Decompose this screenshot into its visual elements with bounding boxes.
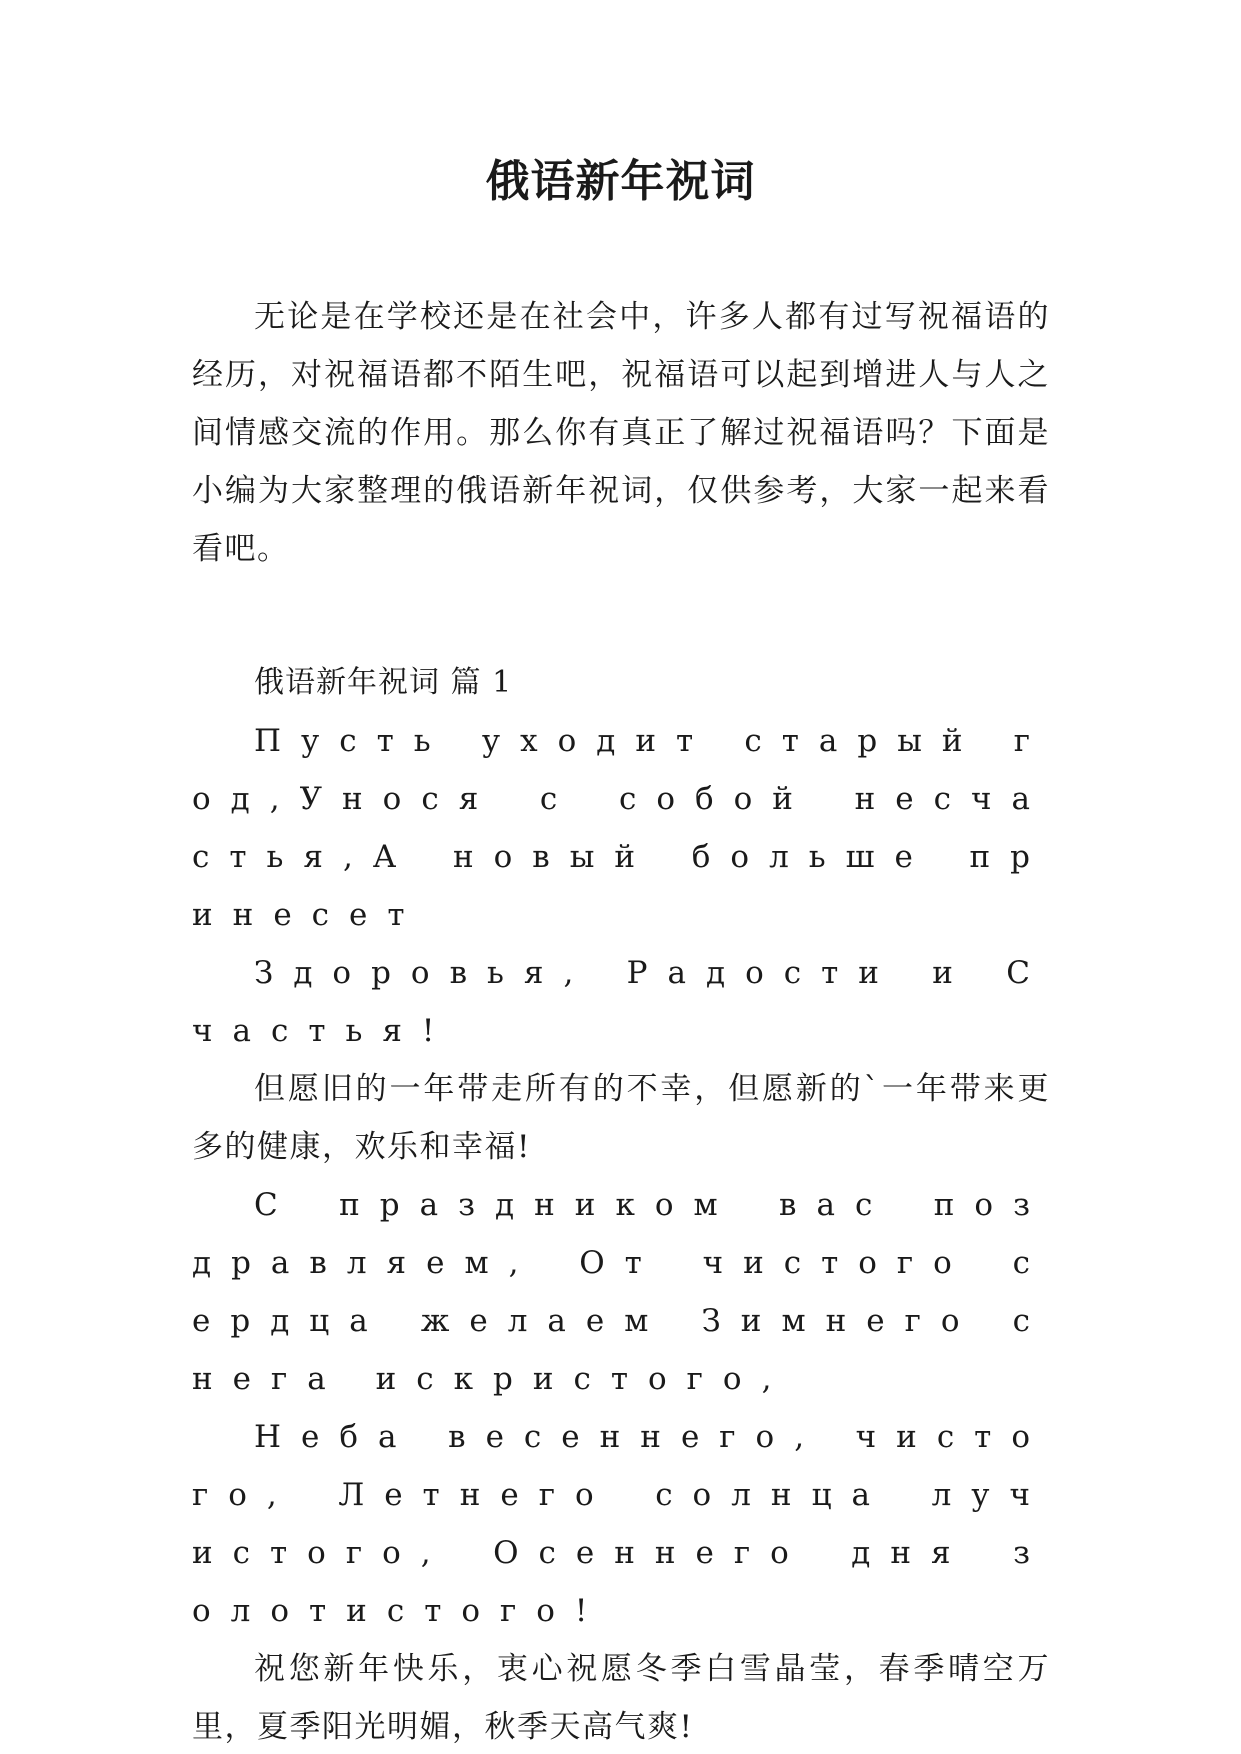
russian-paragraph-1: Пусть уходит старый год,Унося с собой несчастья,А новый больше принесет <box>192 723 1050 933</box>
document-body <box>192 288 1050 1754</box>
russian-paragraph-2: Здоровья, Радости и Счастья! <box>192 955 1050 1049</box>
chinese-paragraph-2: 祝您新年快乐，衷心祝愿冬季白雪晶莹，春季晴空万里，夏季阳光明媚，秋季天高气爽! <box>192 1651 1050 1745</box>
chinese-paragraph-1: 但愿旧的一年带走所有的不幸，但愿新的`一年带来更多的健康，欢乐和幸福! <box>192 1071 1050 1165</box>
russian-paragraph-4: Неба весеннего, чистого, Летнего солнца лучистого, Осеннего дня золотистого! <box>192 1419 1050 1629</box>
intro-paragraph: 无论是在学校还是在社会中，许多人都有过写祝福语的经历，对祝福语都不陌生吧，祝福语可以起到增进人与人之间情感交流的作用。那么你有真正了解过祝福语吗？下面是小编为大家整理的俄语新年祝词，仅供参考，大家一起来看看吧。 <box>192 299 1050 567</box>
section-heading: 俄语新年祝词 篇 1 <box>254 665 513 700</box>
russian-paragraph-3: С праздником вас поздравляем, От чистого сердца желаем Зимнего снега искристого, <box>192 1187 1050 1397</box>
document-title: 俄语新年祝词 <box>485 156 756 207</box>
